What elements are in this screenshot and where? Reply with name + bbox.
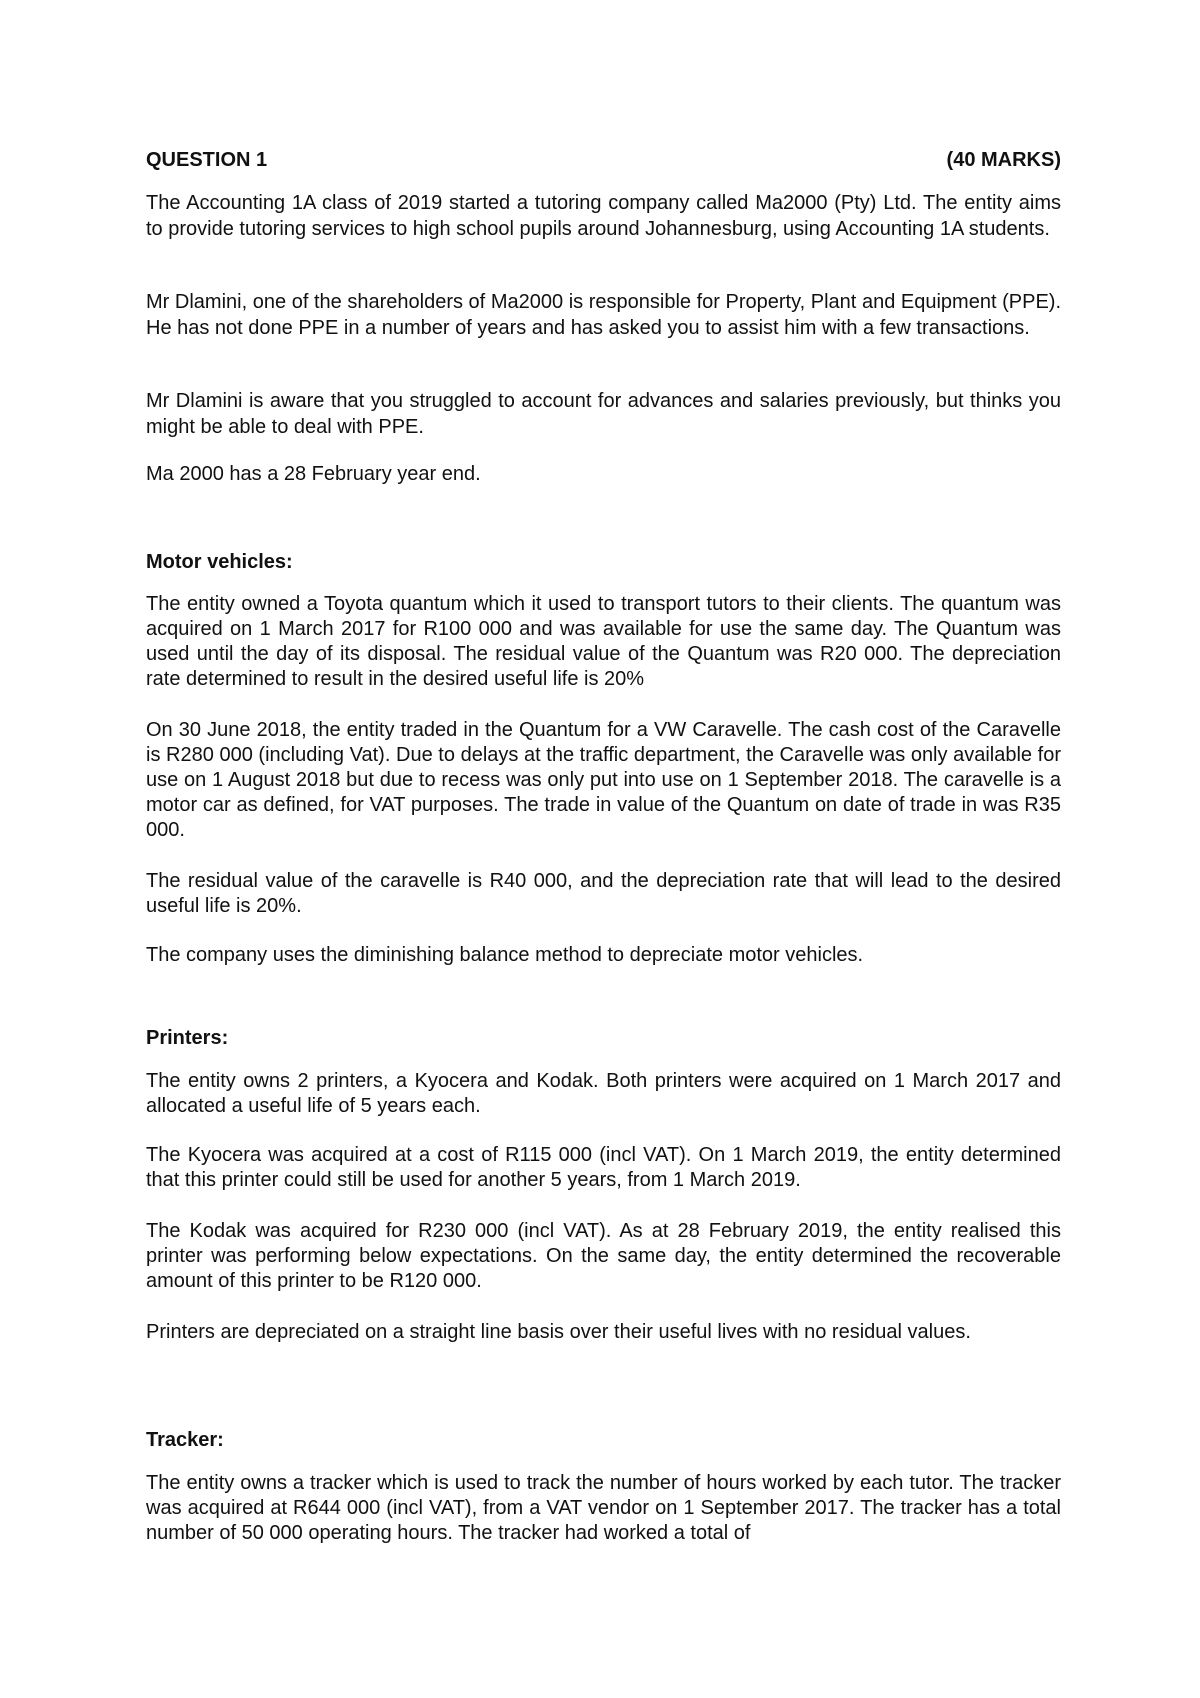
tracker-heading: Tracker: [146,1429,224,1451]
intro-paragraph-3: Mr Dlamini is aware that you struggled to account for advances and salaries previously, but thinks you might be able to deal with PPE. [146,390,1061,438]
intro-paragraph-1: The Accounting 1A class of 2019 started a tutoring company called Ma2000 (Pty) Ltd. The entity aims to provide tutoring services to high school pupils around Johannesburg, using Accounting 1A students. [146,192,1061,240]
printers-paragraph-4: Printers are depreciated on a straight line basis over their useful lives with no residual values. [146,1321,971,1343]
printers-paragraph-3: The Kodak was acquired for R230 000 (incl VAT). As at 28 February 2019, the entity realised this printer was performing below expectations. On the same day, the entity determined the recoverable amount of this printer to be R120 000. [146,1220,1061,1292]
printers-heading: Printers: [146,1027,229,1049]
motor-vehicles-heading: Motor vehicles: [146,551,293,573]
intro-paragraph-2: Mr Dlamini, one of the shareholders of Ma2000 is responsible for Property, Plant and Equipment (PPE). He has not done PPE in a number of years and has asked you to assist him with a few transactions. [146,291,1061,339]
motor-vehicles-paragraph-1: The entity owned a Toyota quantum which it used to transport tutors to their clients. The quantum was acquired on 1 March 2017 for R100 000 and was available for use the same day. The Quantum was used until the day of its disposal. The residual value of the Quantum was R20 000. The depreciation rate determined to result in the desired useful life is 20% [146,593,1061,690]
question-title: QUESTION 1 [146,149,268,171]
intro-paragraph-4: Ma 2000 has a 28 February year end. [146,463,481,485]
question-marks: (40 MARKS) [946,149,1061,171]
printers-paragraph-2: The Kyocera was acquired at a cost of R115 000 (incl VAT). On 1 March 2019, the entity determined that this printer could still be used for another 5 years, from 1 March 2019. [146,1144,1061,1191]
question-header [146,148,1061,172]
printers-paragraph-1: The entity owns 2 printers, a Kyocera and Kodak. Both printers were acquired on 1 March 2017 and allocated a useful life of 5 years each. [146,1070,1061,1117]
motor-vehicles-paragraph-4: The company uses the diminishing balance method to depreciate motor vehicles. [146,944,864,966]
motor-vehicles-paragraph-3: The residual value of the caravelle is R40 000, and the depreciation rate that will lead to the desired useful life is 20%. [146,870,1061,917]
tracker-paragraph-1: The entity owns a tracker which is used to track the number of hours worked by each tutor. The tracker was acquired at R644 000 (incl VAT), from a VAT vendor on 1 September 2017. The tracker has a total number of 50 000 operating hours. The tracker had worked a total of [146,1472,1061,1544]
motor-vehicles-paragraph-2: On 30 June 2018, the entity traded in the Quantum for a VW Caravelle. The cash cost of the Caravelle is R280 000 (including Vat). Due to delays at the traffic department, the Caravelle was only available for use on 1 August 2018 but due to recess was only put into use on 1 September 2018. The caravelle is a motor car as defined, for VAT purposes. The trade in value of the Quantum on date of trade in was R35 000. [146,719,1061,841]
